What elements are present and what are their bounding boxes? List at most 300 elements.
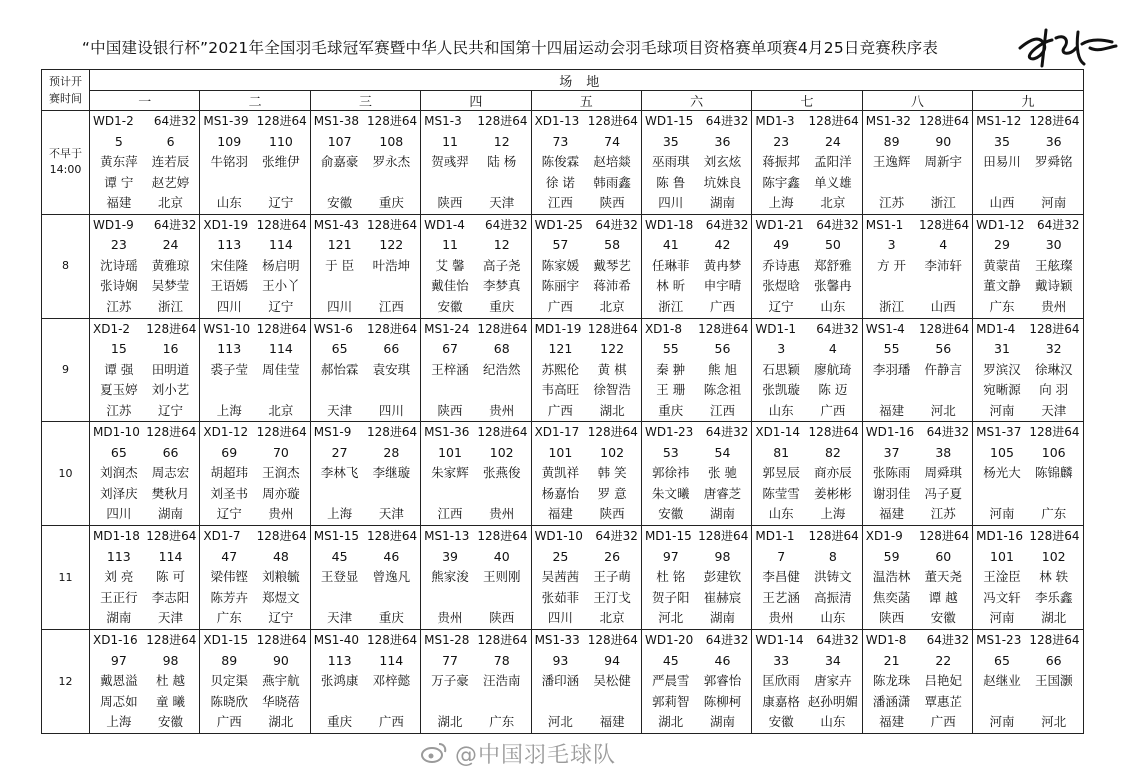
draw-number-left: 5 — [114, 133, 123, 149]
player-line-1 — [752, 463, 861, 484]
player-line-1 — [200, 360, 309, 381]
player-line-2 — [421, 484, 530, 505]
court-header: 六 — [641, 91, 751, 111]
province-right: 河南 — [1041, 195, 1067, 210]
match-cell — [641, 318, 751, 422]
player-right: 纪浩然 — [482, 361, 521, 377]
province-left: 江西 — [437, 506, 463, 522]
match-cell — [641, 526, 751, 630]
player-line-1 — [421, 463, 530, 484]
player-left: 乔诗惠 — [762, 257, 800, 273]
province-line — [311, 297, 420, 318]
draw-number-right: 12 — [493, 133, 510, 149]
player-left: 严晨雪 — [652, 673, 690, 689]
partner-right: 坑姝良 — [703, 174, 742, 190]
partner-right: 申宇晴 — [703, 278, 742, 294]
draw-numbers — [90, 651, 199, 672]
player-line-1 — [200, 256, 309, 277]
partner-right: 单义雄 — [814, 174, 852, 190]
match-cell — [641, 111, 751, 215]
player-right: 陆 杨 — [487, 154, 517, 169]
draw-numbers — [311, 443, 420, 464]
draw-number-right: 54 — [714, 444, 731, 460]
partner-right — [365, 588, 417, 609]
player-line-1 — [973, 463, 1082, 484]
player-left: 俞嘉豪 — [320, 154, 359, 169]
player-right: 王润杰 — [262, 465, 300, 481]
match-header — [973, 630, 1082, 651]
province-left: 河南 — [989, 402, 1015, 418]
start-time: 11 — [42, 526, 90, 630]
province-right: 江西 — [709, 402, 735, 418]
partner-right: 罗 意 — [597, 485, 627, 501]
match-round: 128进64 — [366, 529, 418, 544]
match-header — [421, 526, 530, 547]
match-round: 64进32 — [705, 425, 749, 440]
match-cell — [752, 214, 862, 318]
start-time: 10 — [42, 422, 90, 526]
match-header — [311, 215, 420, 236]
province-line — [973, 401, 1082, 422]
player-line-1 — [90, 567, 199, 588]
player-right: 周佳莹 — [262, 361, 300, 377]
province-line — [421, 504, 530, 525]
match-code: MD1-1 — [755, 529, 795, 544]
match-code: WD1-14 — [755, 633, 804, 648]
player-left: 戴恩溢 — [100, 673, 138, 689]
match-round: 64进32 — [595, 529, 638, 544]
player-right: 徐琳汉 — [1034, 361, 1073, 377]
player-left: 郝怡霖 — [320, 361, 359, 377]
draw-number-left: 69 — [221, 444, 238, 460]
player-line-1 — [863, 152, 972, 173]
draw-number-right: 114 — [379, 652, 404, 668]
match-header — [863, 111, 972, 132]
player-right: 张 驰 — [708, 465, 737, 481]
player-line-2 — [863, 276, 972, 297]
province-line — [863, 608, 972, 629]
player-left: 胡超玮 — [210, 465, 248, 481]
draw-number-right: 4 — [828, 341, 837, 357]
draw-number-right: 70 — [272, 444, 289, 460]
province-right: 天津 — [378, 506, 404, 522]
match-code: MS1-28 — [424, 633, 470, 648]
match-code: WS1-6 — [313, 321, 353, 336]
province-left: 浙江 — [658, 298, 684, 314]
player-line-1 — [200, 567, 309, 588]
player-line-2 — [90, 692, 199, 713]
draw-numbers — [863, 132, 972, 153]
player-left: 郭昱辰 — [762, 465, 800, 481]
player-left: 李昌健 — [762, 569, 800, 585]
partner-right: 周亦璇 — [262, 485, 300, 501]
match-cell — [310, 422, 420, 526]
match-round: 64进32 — [926, 633, 970, 648]
player-right: 仵静言 — [924, 361, 963, 377]
province-left: 安徽 — [768, 714, 794, 730]
match-code: WD1-12 — [976, 217, 1025, 232]
province-line — [973, 504, 1082, 525]
partner-left: 张诗娴 — [100, 278, 138, 294]
partner-left: 陈芳卉 — [210, 589, 248, 605]
player-left: 李林飞 — [320, 465, 359, 481]
draw-number-right: 122 — [600, 341, 625, 357]
player-right: 熊 旭 — [708, 361, 737, 377]
province-right: 湖北 — [268, 714, 294, 730]
province-left: 安徽 — [658, 506, 684, 522]
province-line — [532, 504, 641, 525]
match-round: 128进64 — [1029, 425, 1080, 440]
match-header — [311, 630, 420, 651]
match-header — [863, 526, 972, 547]
player-left: 陈俊霖 — [541, 154, 580, 169]
match-header — [863, 422, 972, 443]
province-right: 湖南 — [709, 714, 735, 730]
player-line-2 — [532, 173, 641, 194]
partner-left: 陈宇鑫 — [762, 174, 800, 190]
player-line-2 — [200, 276, 309, 297]
draw-number-right: 12 — [493, 237, 510, 253]
match-round: 128进64 — [366, 633, 418, 648]
match-cell — [90, 630, 200, 734]
player-line-1 — [863, 463, 972, 484]
match-header — [421, 422, 530, 443]
player-right: 韩 笑 — [597, 465, 627, 481]
draw-numbers — [532, 443, 641, 464]
province-right: 贵州 — [268, 506, 294, 522]
match-code: XD1-17 — [534, 425, 580, 440]
player-right: 叶浩坤 — [372, 257, 411, 273]
partner-left — [424, 588, 476, 609]
draw-numbers — [200, 132, 309, 153]
match-header — [421, 215, 530, 236]
draw-number-right: 82 — [824, 444, 841, 460]
court-header: 九 — [973, 91, 1083, 111]
match-code: WD1-1 — [755, 321, 797, 336]
player-left: 王梓涵 — [431, 361, 469, 377]
player-left: 杜 铭 — [656, 569, 686, 585]
province-line — [532, 297, 641, 318]
player-line-2 — [200, 380, 309, 401]
match-header — [752, 215, 861, 236]
province-right: 河北 — [1041, 714, 1067, 730]
match-code: MD1-4 — [976, 321, 1016, 336]
player-line-1 — [642, 567, 751, 588]
match-code: XD1-7 — [203, 529, 241, 544]
draw-number-left: 77 — [442, 652, 458, 668]
draw-number-right: 66 — [162, 444, 179, 460]
player-left: 蒋振邦 — [762, 154, 800, 169]
partner-left: 郭莉智 — [652, 693, 690, 709]
match-header — [200, 526, 309, 547]
province-left: 河南 — [989, 506, 1015, 522]
match-round: 128进64 — [256, 529, 307, 544]
player-right: 罗永杰 — [372, 154, 411, 169]
partner-right — [365, 173, 417, 194]
player-right: 周舜琪 — [924, 465, 963, 481]
partner-right: 韩雨鑫 — [593, 174, 631, 190]
match-round: 128进64 — [146, 529, 197, 544]
match-cell — [200, 318, 310, 422]
player-left: 朱家辉 — [431, 465, 469, 481]
draw-number-left: 89 — [883, 133, 900, 149]
player-left: 陈龙珠 — [872, 673, 911, 689]
draw-number-left: 101 — [438, 444, 462, 460]
draw-number-right: 108 — [379, 133, 404, 149]
player-right: 黄冉梦 — [703, 257, 742, 273]
province-line — [642, 712, 751, 733]
province-left: 辽宁 — [216, 506, 242, 522]
draw-number-right: 102 — [1041, 548, 1066, 564]
player-left: 陈家媛 — [541, 257, 580, 273]
match-round: 64进32 — [595, 217, 638, 232]
province-left: 四川 — [658, 195, 684, 210]
match-cell — [90, 214, 200, 318]
partner-right: 童 曦 — [156, 693, 186, 709]
partner-right: 郑煜文 — [262, 589, 300, 605]
province-line — [752, 504, 861, 525]
partner-right — [365, 276, 417, 297]
player-line-1 — [532, 671, 641, 692]
partner-right: 姜彬彬 — [814, 485, 852, 501]
draw-number-left: 121 — [548, 341, 573, 357]
match-code: MS1-23 — [976, 633, 1022, 648]
partner-right: 李乐鑫 — [1034, 589, 1073, 605]
match-header — [752, 422, 861, 443]
player-right: 王子萌 — [593, 569, 631, 585]
draw-numbers — [421, 132, 530, 153]
player-line-2 — [973, 380, 1082, 401]
draw-numbers — [200, 235, 309, 256]
draw-numbers — [973, 339, 1082, 360]
match-round: 64进32 — [705, 114, 749, 128]
partner-right — [1028, 692, 1080, 713]
player-line-2 — [973, 692, 1082, 713]
match-cell — [973, 111, 1083, 215]
match-code: WD1-20 — [644, 633, 694, 648]
partner-left: 张凯璇 — [762, 382, 800, 398]
match-round: 128进64 — [256, 217, 307, 232]
schedule-row — [42, 630, 1084, 734]
match-cell — [531, 526, 641, 630]
player-line-1 — [311, 152, 420, 173]
player-line-2 — [973, 276, 1082, 297]
match-cell — [641, 214, 751, 318]
province-line — [532, 712, 641, 733]
match-round: 64进32 — [485, 217, 528, 232]
player-line-2 — [200, 588, 309, 609]
province-left: 江苏 — [106, 402, 132, 418]
player-left: 熊家浚 — [431, 569, 469, 585]
player-right: 廖航琦 — [814, 361, 852, 377]
match-code: MS1-39 — [203, 114, 249, 128]
player-right: 连若辰 — [151, 154, 190, 169]
match-code: MS1-43 — [313, 217, 359, 232]
province-line — [421, 608, 530, 629]
player-line-2 — [90, 588, 199, 609]
match-code: MS1-32 — [865, 114, 911, 128]
player-left: 秦 翀 — [656, 361, 686, 377]
player-right: 高子尧 — [482, 257, 521, 273]
draw-numbers — [752, 651, 861, 672]
draw-numbers — [642, 235, 751, 256]
match-round: 128进64 — [366, 425, 418, 440]
player-line-1 — [311, 256, 420, 277]
player-left: 黄凯祥 — [541, 465, 580, 481]
player-left: 谭 强 — [104, 361, 134, 377]
player-line-1 — [973, 256, 1082, 277]
province-left: 四川 — [547, 610, 573, 626]
province-right: 湖南 — [709, 195, 735, 210]
match-round: 128进64 — [146, 633, 197, 648]
match-code: WD1-23 — [644, 425, 694, 440]
player-line-1 — [863, 256, 972, 277]
partner-left — [976, 173, 1028, 194]
draw-number-right: 24 — [824, 133, 841, 149]
match-code: MS1-12 — [976, 114, 1022, 128]
match-header — [863, 319, 972, 340]
partner-right: 高振清 — [814, 589, 852, 605]
match-cell — [421, 111, 531, 215]
match-round: 128进64 — [477, 114, 528, 128]
partner-right: 冯子夏 — [924, 485, 963, 501]
match-code: WD1-8 — [865, 633, 907, 648]
player-right: 张燕俊 — [482, 465, 521, 481]
match-round: 64进32 — [816, 633, 859, 648]
player-left: 任琳菲 — [652, 257, 690, 273]
draw-numbers — [311, 339, 420, 360]
match-round: 128进64 — [256, 114, 307, 128]
draw-number-right: 110 — [269, 133, 293, 149]
province-left: 上海 — [216, 402, 242, 418]
province-right: 重庆 — [378, 610, 404, 626]
match-round: 64进32 — [153, 217, 197, 232]
player-line-2 — [421, 173, 530, 194]
draw-number-right: 114 — [269, 237, 293, 253]
province-line — [90, 608, 199, 629]
draw-number-left: 35 — [662, 133, 679, 149]
province-right: 辽宁 — [268, 195, 294, 210]
province-line — [311, 504, 420, 525]
draw-number-left: 11 — [442, 133, 458, 149]
player-line-2 — [90, 484, 199, 505]
player-line-2 — [863, 588, 972, 609]
partner-left — [314, 588, 366, 609]
match-code: MD1-15 — [644, 529, 692, 544]
province-left: 上海 — [327, 506, 353, 522]
draw-number-left: 47 — [221, 548, 238, 564]
province-line — [642, 297, 751, 318]
partner-left: 冯文轩 — [983, 589, 1021, 605]
player-left: 贝定渠 — [210, 673, 248, 689]
province-left: 福建 — [879, 402, 905, 418]
match-cell — [531, 111, 641, 215]
player-line-1 — [752, 671, 861, 692]
match-code: MS1-3 — [424, 114, 462, 128]
player-left: 苏熙伦 — [541, 361, 580, 377]
time-column-header — [42, 70, 90, 111]
player-line-1 — [200, 671, 309, 692]
province-right: 河北 — [930, 402, 956, 418]
province-left: 重庆 — [327, 714, 353, 730]
player-line-1 — [200, 463, 309, 484]
draw-numbers — [752, 235, 861, 256]
province-left: 贵州 — [437, 610, 463, 626]
player-right: 唐家卉 — [814, 673, 852, 689]
province-right: 广西 — [709, 298, 735, 314]
province-left: 山东 — [768, 402, 794, 418]
draw-number-right: 102 — [600, 444, 625, 460]
player-right: 陈锦麟 — [1034, 465, 1073, 481]
province-left: 湖南 — [106, 610, 132, 626]
player-right: 李继璇 — [372, 465, 411, 481]
player-right: 袁安琪 — [372, 361, 411, 377]
player-line-1 — [863, 671, 972, 692]
province-left: 江苏 — [879, 195, 905, 210]
province-line — [863, 712, 972, 733]
match-round: 128进64 — [698, 321, 749, 336]
match-cell — [752, 630, 862, 734]
schedule-table — [41, 69, 1084, 734]
province-right: 陕西 — [489, 610, 515, 626]
draw-number-right: 66 — [383, 341, 400, 357]
partner-left: 谭 宁 — [104, 174, 134, 190]
player-line-1 — [642, 463, 751, 484]
match-cell — [862, 111, 972, 215]
match-header — [90, 422, 199, 443]
player-right: 杨启明 — [262, 257, 300, 273]
match-round: 128进64 — [587, 633, 638, 648]
province-right: 山东 — [820, 610, 846, 626]
player-right: 吕艳妃 — [924, 673, 963, 689]
player-left: 王登显 — [320, 569, 359, 585]
player-line-1 — [642, 360, 751, 381]
match-header — [973, 319, 1082, 340]
player-line-2 — [200, 692, 309, 713]
match-cell — [200, 526, 310, 630]
province-line — [311, 401, 420, 422]
partner-right: 蒋沛希 — [593, 278, 631, 294]
draw-number-right: 46 — [714, 652, 731, 668]
player-right: 汪浩南 — [482, 673, 521, 689]
draw-number-right: 98 — [162, 652, 179, 668]
match-cell — [90, 422, 200, 526]
player-right: 邓梓懿 — [372, 673, 411, 689]
player-line-1 — [421, 671, 530, 692]
player-left: 刘润杰 — [100, 465, 138, 481]
province-left: 广东 — [989, 298, 1015, 314]
partner-right: 刘小艺 — [151, 382, 190, 398]
draw-number-right: 32 — [1045, 341, 1062, 357]
signature-mark — [1012, 18, 1122, 76]
match-cell — [421, 214, 531, 318]
draw-number-left: 65 — [994, 652, 1010, 668]
match-round: 128进64 — [146, 425, 197, 440]
province-left: 福建 — [547, 506, 573, 522]
draw-number-right: 60 — [935, 548, 952, 564]
draw-number-left: 3 — [887, 237, 896, 253]
partner-right: 陈柳柯 — [703, 693, 742, 709]
player-right: 洪铸文 — [814, 569, 852, 585]
match-header — [532, 319, 641, 340]
province-right: 广东 — [1041, 506, 1067, 522]
match-header — [200, 630, 309, 651]
partner-left — [424, 692, 476, 713]
draw-number-right: 56 — [935, 341, 952, 357]
draw-number-right: 36 — [714, 133, 731, 149]
draw-numbers — [752, 547, 861, 568]
draw-number-left: 39 — [442, 548, 458, 564]
